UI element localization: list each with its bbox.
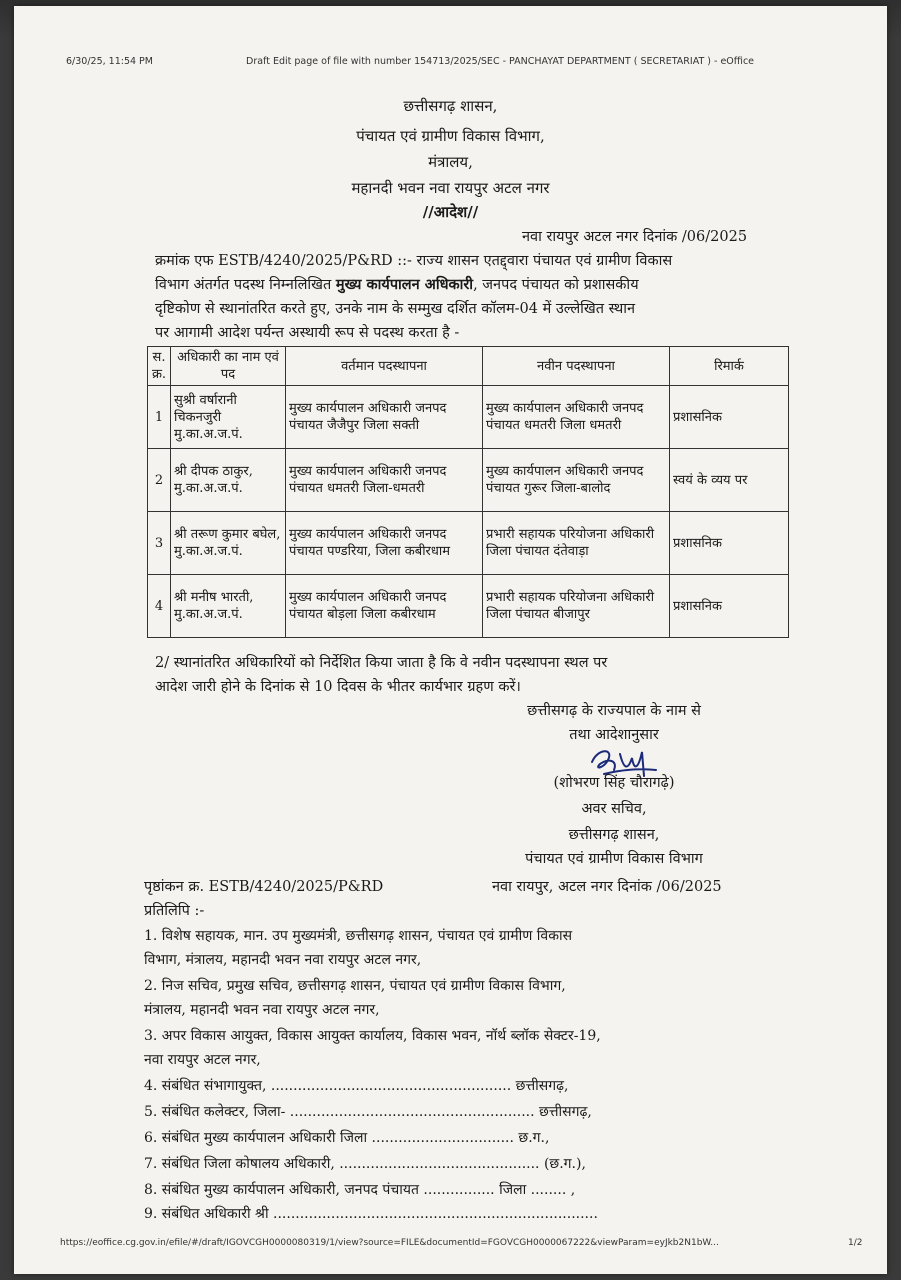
letterhead-line-1: छत्तीसगढ़ शासन, (403, 97, 498, 115)
print-title: Draft Edit page of file with number 154713/2025/SEC - PANCHAYAT DEPARTMENT ( SECRETARIAT ) - eOffice (246, 56, 755, 67)
cell-current: मुख्य कार्यपालन अधिकारी जनपद पंचायत जैजैपुर जिला सक्ती (286, 386, 483, 449)
signatory-org-1: छत्तीसगढ़ शासन, (568, 827, 660, 843)
signatory-designation: अवर सचिव, (581, 801, 647, 817)
copy-7: 7. संबंधित जिला कोषालय अधिकारी, ............................................. (छ.ग.), (144, 1156, 586, 1172)
col-header-current: वर्तमान पदस्थापना (286, 347, 483, 386)
copy-8: 8. संबंधित मुख्य कार्यपालन अधिकारी, जनपद पंचायत ................ जिला ........ , (144, 1182, 576, 1198)
copy-label: प्रतिलिपि :- (144, 903, 205, 919)
copy-4: 4. संबंधित संभागायुक्त, ...................................................... छत्तीसगढ़, (144, 1078, 569, 1094)
cell-new: प्रभारी सहायक परियोजना अधिकारी जिला पंचायत बीजापुर (483, 575, 670, 638)
cell-remark: प्रशासनिक (670, 512, 789, 575)
letterhead-line-3: मंत्रालय, (428, 153, 473, 171)
copy-3b: नवा रायपुर अटल नगर, (144, 1052, 261, 1068)
table-row (148, 386, 789, 449)
print-footer-page: 1/2 (848, 1238, 863, 1248)
copy-5: 5. संबंधित कलेक्टर, जिला- ....................................................... छत्तीसगढ़, (144, 1104, 592, 1120)
copy-2a: 2. निज सचिव, प्रमुख सचिव, छत्तीसगढ़ शासन, पंचायत एवं ग्रामीण विकास विभाग, (144, 978, 566, 994)
cell-name: श्री मनीष भारती, मु.का.अ.ज.पं. (171, 575, 286, 638)
col-header-new: नवीन पदस्थापना (483, 347, 670, 386)
signatory-name: (शोभरण सिंह चौरागढ़े) (553, 775, 675, 791)
col-header-remark: रिमार्क (670, 347, 789, 386)
cell-remark: स्वयं के व्यय पर (670, 449, 789, 512)
para2-line-1: 2/ स्थानांतरित अधिकारियों को निर्देशित किया जाता है कि वे नवीन पदस्थापना स्थल पर (155, 655, 608, 671)
cell-new: मुख्य कार्यपालन अधिकारी जनपद पंचायत गुरूर जिला-बालोद (483, 449, 670, 512)
print-datetime: 6/30/25, 11:54 PM (66, 56, 153, 67)
intro-text: विभाग अंतर्गत पदस्थ निम्नलिखित (155, 277, 336, 293)
cell-remark: प्रशासनिक (670, 386, 789, 449)
signature-authority-2: तथा आदेशानुसार (569, 727, 659, 743)
cell-name: श्री तरूण कुमार बघेल, मु.का.अ.ज.पं. (171, 512, 286, 575)
cell-remark: प्रशासनिक (670, 575, 789, 638)
copy-1a: 1. विशेष सहायक, मान. उप मुख्यमंत्री, छत्तीसगढ़ शासन, पंचायत एवं ग्रामीण विकास (144, 928, 573, 944)
copy-9: 9. संबंधित अधिकारी श्री ......................................................................... (144, 1206, 598, 1222)
cell-name: सुश्री वर्षारानी चिकनजुरी मु.का.अ.ज.पं. (171, 386, 286, 449)
signature-authority-1: छत्तीसगढ़ के राज्यपाल के नाम से (527, 703, 701, 719)
intro-bold-designation: मुख्य कार्यपालन अधिकारी (335, 276, 474, 293)
copy-2b: मंत्रालय, महानदी भवन नवा रायपुर अटल नगर, (144, 1002, 380, 1018)
order-title: //आदेश// (422, 203, 479, 221)
cell-sn: 4 (148, 575, 171, 638)
col-header-sn: स. क्र. (148, 347, 171, 386)
cell-new: प्रभारी सहायक परियोजना अधिकारी जिला पंचायत दंतेवाड़ा (483, 512, 670, 575)
letterhead-line-4: महानदी भवन नवा रायपुर अटल नगर (351, 179, 550, 197)
intro-line-2 (155, 274, 639, 296)
copy-3a: 3. अपर विकास आयुक्त, विकास आयुक्त कार्यालय, विकास भवन, नॉर्थ ब्लॉक सेक्टर-19, (144, 1028, 601, 1044)
para2-line-2: आदेश जारी होने के दिनांक से 10 दिवस के भीतर कार्यभार ग्रहण करें। (155, 679, 521, 695)
cell-new: मुख्य कार्यपालन अधिकारी जनपद पंचायत धमतरी जिला धमतरी (483, 386, 670, 449)
cell-current: मुख्य कार्यपालन अधिकारी जनपद पंचायत धमतरी जिला-धमतरी (286, 449, 483, 512)
document-page (14, 6, 887, 1274)
order-date: नवा रायपुर अटल नगर दिनांक /06/2025 (522, 229, 748, 245)
copy-1b: विभाग, मंत्रालय, महानदी भवन नवा रायपुर अटल नगर, (144, 952, 422, 968)
table-header-row (148, 347, 789, 386)
cell-sn: 3 (148, 512, 171, 575)
cell-sn: 2 (148, 449, 171, 512)
col-header-name: अधिकारी का नाम एवं पद (171, 347, 286, 386)
intro-line-4: पर आगामी आदेश पर्यन्त अस्थायी रूप से पदस्थ करता है - (155, 325, 460, 341)
print-footer-url: https://eoffice.cg.gov.in/efile/#/draft/IGOVCGH0000080319/1/view?source=FILE&documentId=FGOVCGH0000067222&viewParam=eyJkb2N1bW... (60, 1238, 719, 1248)
transfer-table (147, 346, 789, 638)
intro-text: , जनपद पंचायत को प्रशासकीय (473, 277, 639, 293)
endorsement-date: नवा रायपुर, अटल नगर दिनांक /06/2025 (492, 879, 722, 895)
endorsement-number: पृष्ठांकन क्र. ESTB/4240/2025/P&RD (144, 879, 384, 895)
cell-sn: 1 (148, 386, 171, 449)
copy-6: 6. संबंधित मुख्य कार्यपालन अधिकारी जिला ................................ छ.ग., (144, 1130, 550, 1146)
table-row (148, 575, 789, 638)
cell-current: मुख्य कार्यपालन अधिकारी जनपद पंचायत पण्डरिया, जिला कबीरधाम (286, 512, 483, 575)
cell-name: श्री दीपक ठाकुर, मु.का.अ.ज.पं. (171, 449, 286, 512)
signatory-org-2: पंचायत एवं ग्रामीण विकास विभाग (525, 851, 703, 867)
intro-line-3: दृष्टिकोण से स्थानांतरित करते हुए, उनके नाम के सम्मुख दर्शित कॉलम-04 में उल्लेखित स्थान (155, 301, 636, 317)
cell-current: मुख्य कार्यपालन अधिकारी जनपद पंचायत बोड़ला जिला कबीरधाम (286, 575, 483, 638)
letterhead-line-2: पंचायत एवं ग्रामीण विकास विभाग, (356, 127, 545, 145)
table-row (148, 449, 789, 512)
intro-line-1: क्रमांक एफ ESTB/4240/2025/P&RD ::- राज्य शासन एतद्द्वारा पंचायत एवं ग्रामीण विकास (155, 253, 673, 269)
table-row (148, 512, 789, 575)
